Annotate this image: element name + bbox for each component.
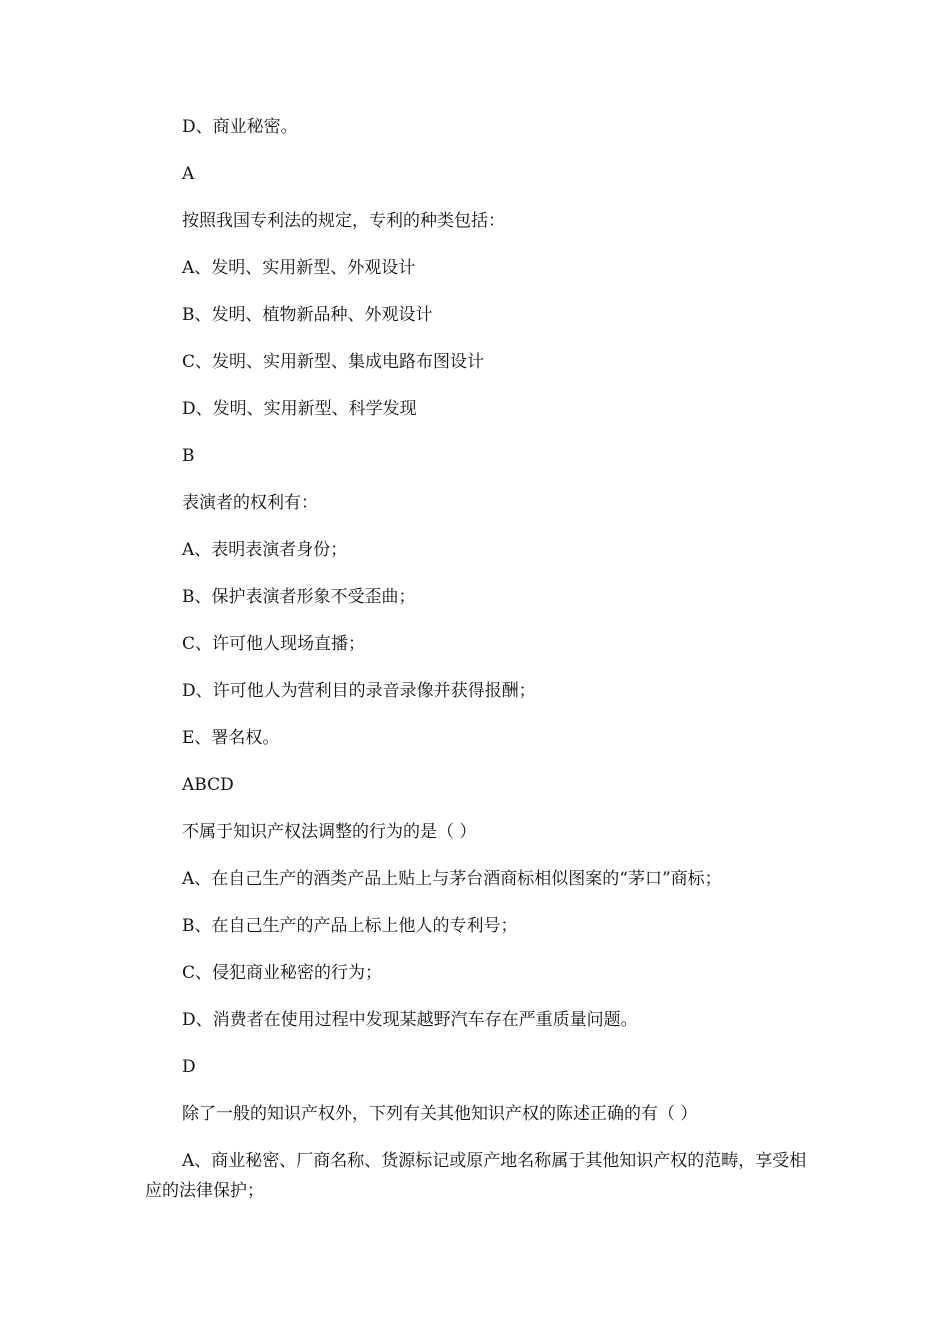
- question-other-ip: 除了一般的知识产权外，下列有关其他知识产权的陈述正确的有（ ）: [182, 1104, 698, 1124]
- option-b-not-ip: B、在自己生产的产品上标上他人的专利号；: [182, 916, 518, 936]
- question-not-ip-law: 不属于知识产权法调整的行为的是（ ）: [182, 822, 477, 842]
- question-performer-rights: 表演者的权利有：: [182, 493, 318, 513]
- answer-1: A: [182, 164, 195, 184]
- answer-3: ABCD: [182, 775, 234, 795]
- option-e-performer: E、署名权。: [182, 728, 280, 748]
- option-a-other-ip: A、商业秘密、厂商名称、货源标记或原产地名称属于其他知识产权的范畴，享受相应的法律保护；: [145, 1151, 807, 1201]
- option-b-patent: B、发明、植物新品种、外观设计: [182, 305, 433, 325]
- option-a-not-ip: A、在自己生产的酒类产品上贴上与茅台酒商标相似图案的“茅口”商标；: [182, 869, 722, 889]
- option-a-patent: A、发明、实用新型、外观设计: [182, 258, 416, 278]
- answer-4: D: [182, 1057, 196, 1077]
- option-c-not-ip: C、侵犯商业秘密的行为；: [182, 963, 383, 983]
- option-b-performer: B、保护表演者形象不受歪曲；: [182, 587, 416, 607]
- option-c-performer: C、许可他人现场直播；: [182, 634, 366, 654]
- option-c-patent: C、发明、实用新型、集成电路布图设计: [182, 352, 485, 372]
- option-d-trade-secret: D、商业秘密。: [182, 117, 298, 137]
- answer-2: B: [182, 446, 195, 466]
- question-patent-types: 按照我国专利法的规定，专利的种类包括：: [182, 211, 505, 231]
- option-d-not-ip: D、消费者在使用过程中发现某越野汽车存在严重质量问题。: [182, 1010, 638, 1030]
- option-d-patent: D、发明、实用新型、科学发现: [182, 399, 417, 419]
- option-a-performer: A、表明表演者身份；: [182, 540, 348, 560]
- option-d-performer: D、许可他人为营利目的录音录像并获得报酬；: [182, 681, 536, 701]
- document-body: [145, 112, 815, 1223]
